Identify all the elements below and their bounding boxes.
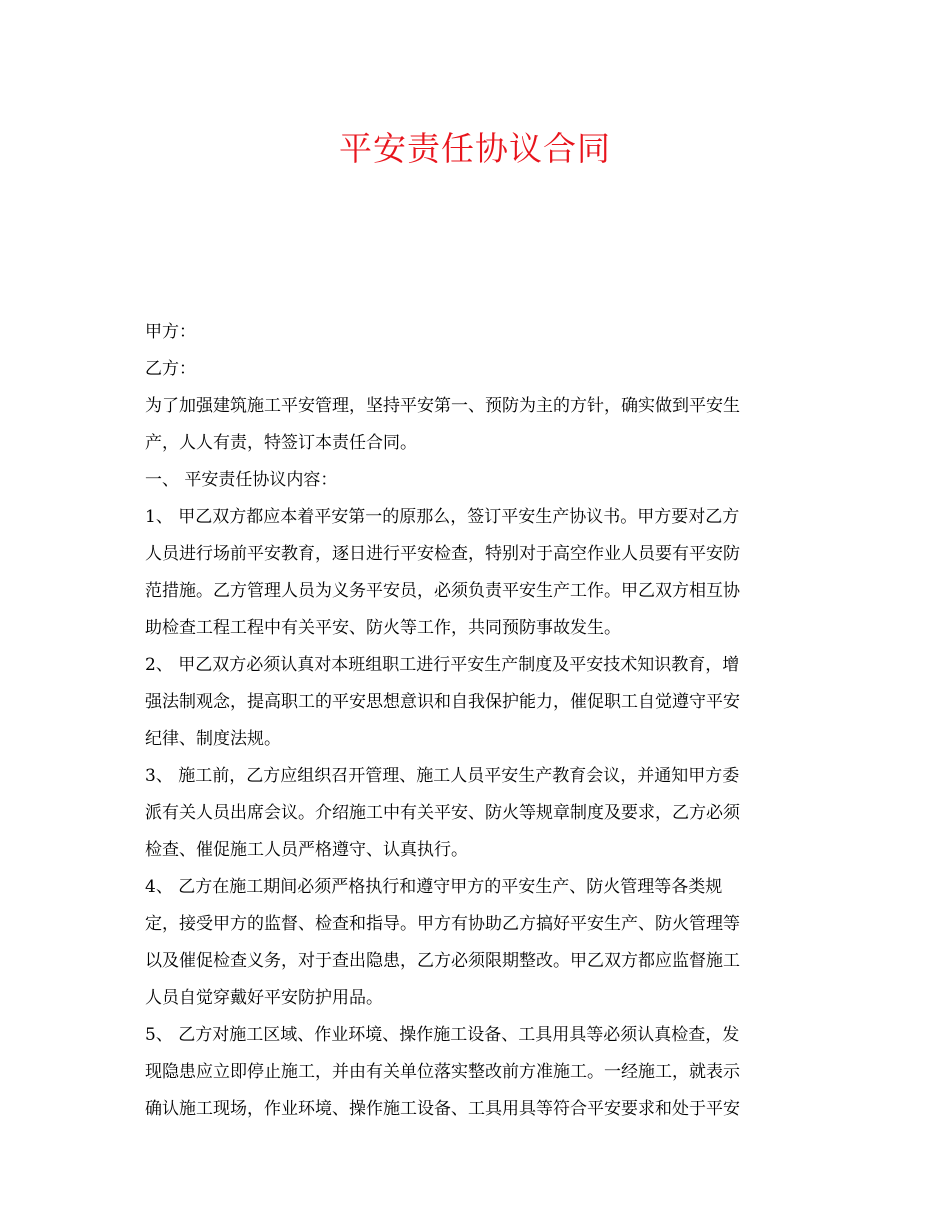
clause-line: 3、 施工前，乙方应组织召开管理、施工人员平安生产教育会议，并通知甲方委 xyxy=(145,766,740,786)
document-title: 平安责任协议合同 xyxy=(339,129,611,168)
clause-line: 确认施工现场，作业环境、操作施工设备、工具用具等符合平安要求和处于平安 xyxy=(145,1099,740,1119)
clause-line: 助检查工程工程中有关平安、防火等工作，共同预防事故发生。 xyxy=(145,618,621,638)
clause-line: 1、 甲乙双方都应本着平安第一的原那么，签订平安生产协议书。甲方要对乙方 xyxy=(145,507,740,527)
clause-line: 纪律、制度法规。 xyxy=(145,729,281,749)
clause-line: 派有关人员出席会议。介绍施工中有关平安、防火等规章制度及要求，乙方必须 xyxy=(145,803,740,823)
party-b-line: 乙方： xyxy=(145,359,196,379)
document-body xyxy=(145,314,810,1128)
clause-line: 2、 甲乙双方必须认真对本班组职工进行平安生产制度及平安技术知识教育，增 xyxy=(145,655,740,675)
clause-line: 人员进行场前平安教育，逐日进行平安检查，特别对于高空作业人员要有平安防 xyxy=(145,544,740,564)
clause-line: 定，接受甲方的监督、检查和指导。甲方有协助乙方搞好平安生产、防火管理等 xyxy=(145,914,740,934)
section-heading: 一、 平安责任协议内容： xyxy=(145,470,338,490)
clause-line: 检查、催促施工人员严格遵守、认真执行。 xyxy=(145,840,468,860)
party-a-line: 甲方： xyxy=(145,322,196,342)
clause-line: 人员自觉穿戴好平安防护用品。 xyxy=(145,988,383,1008)
clause-line: 5、 乙方对施工区域、作业环境、操作施工设备、工具用具等必须认真检查，发 xyxy=(145,1025,740,1045)
clause-line: 强法制观念，提高职工的平安思想意识和自我保护能力，催促职工自觉遵守平安 xyxy=(145,692,740,712)
clause-line: 4、 乙方在施工期间必须严格执行和遵守甲方的平安生产、防火管理等各类规 xyxy=(145,877,723,897)
paragraph-line: 为了加强建筑施工平安管理，坚持平安第一、预防为主的方针，确实做到平安生 xyxy=(145,396,740,416)
clause-line: 现隐患应立即停止施工，并由有关单位落实整改前方准施工。一经施工，就表示 xyxy=(145,1062,740,1082)
clause-line: 范措施。乙方管理人员为义务平安员，必须负责平安生产工作。甲乙双方相互协 xyxy=(145,581,740,601)
paragraph-line: 产，人人有责，特签订本责任合同。 xyxy=(145,433,417,453)
clause-line: 以及催促检查义务，对于查出隐患，乙方必须限期整改。甲乙双方都应监督施工 xyxy=(145,951,740,971)
